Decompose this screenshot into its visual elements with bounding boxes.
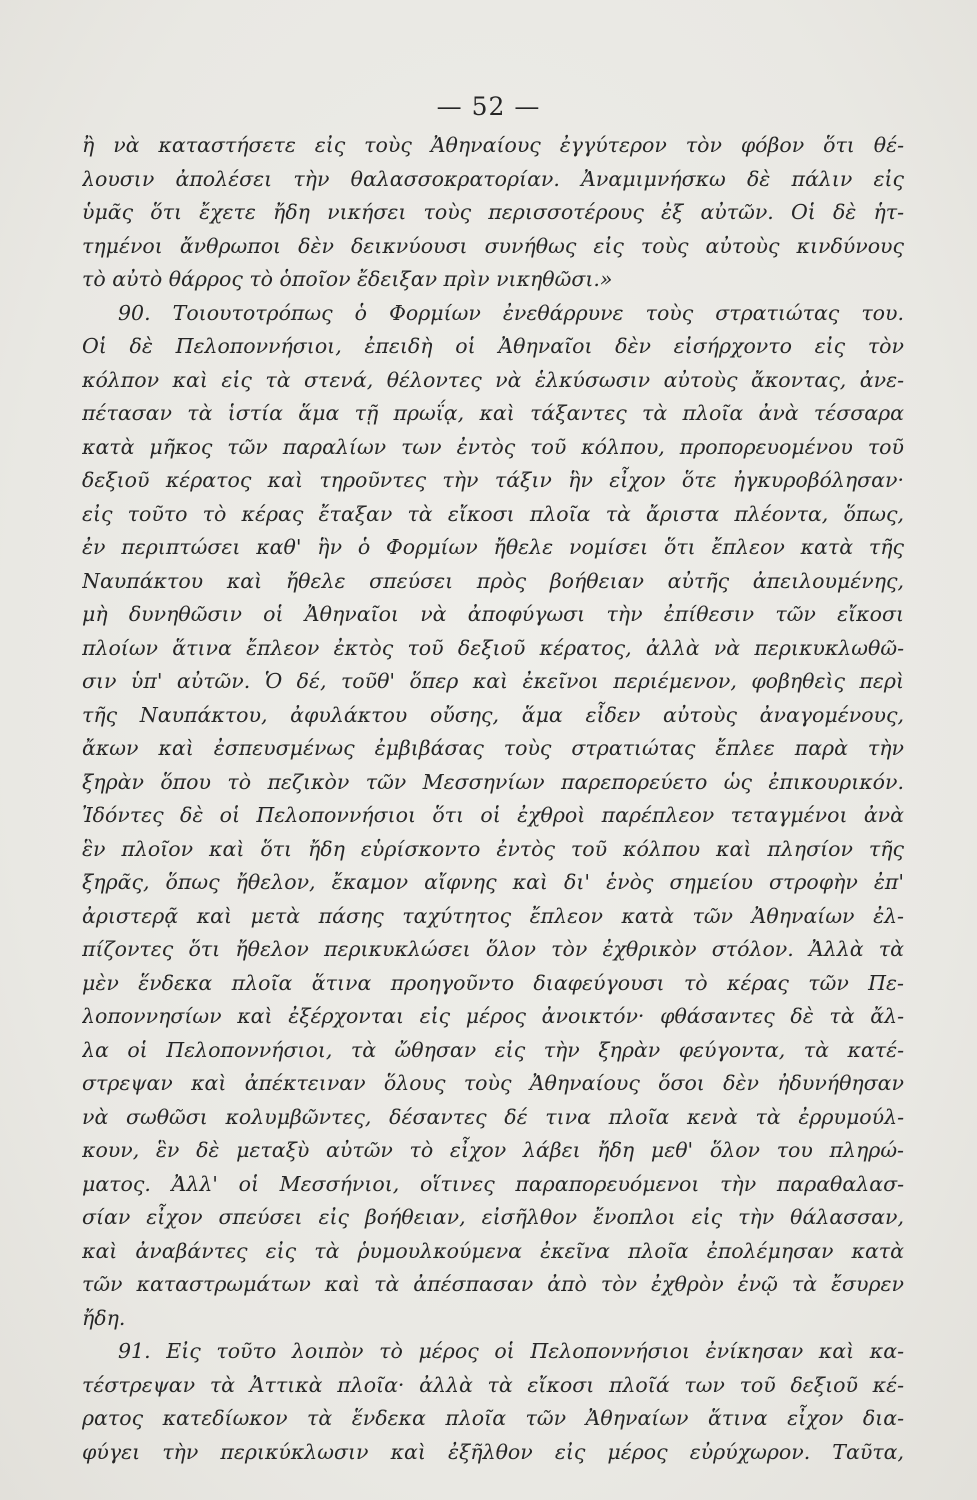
text-line: τῆς Ναυπάκτου, ἀφυλάκτου οὔσης, ἅμα εἶδεν αὐτοὺς ἀναγομένους, [82, 702, 904, 727]
text-line: στρεψαν καὶ ἀπέκτειναν ὅλους τοὺς Ἀθηναίους ὅσοι δὲν ἠδυνήθησαν [82, 1071, 904, 1095]
text-line: τέστρεψαν τὰ Ἀττικὰ πλοῖα· ἀλλὰ τὰ εἴκοσι πλοῖά των τοῦ δεξιοῦ κέ- [82, 1372, 904, 1397]
text-line: 90. Τοιουτοτρόπως ὁ Φορμίων ἐνεθάρρυνε τοὺς στρατιώτας του. [118, 300, 904, 325]
text-line: λοποννησίων καὶ ἐξέρχονται εἰς μέρος ἀνοικτόν· φθάσαντες δὲ τὰ ἄλ- [82, 1004, 904, 1028]
text-line: ματος. Ἀλλ' οἱ Μεσσήνιοι, οἵτινες παραπορευόμενοι τὴν παραθαλασ- [82, 1171, 904, 1196]
text-line: μὲν ἕνδεκα πλοῖα ἅτινα προηγοῦντο διαφεύγουσι τὸ κέρας τῶν Πε- [82, 970, 904, 995]
text-line: Ναυπάκτου καὶ ἤθελε σπεύσει πρὸς βοήθειαν αὐτῆς ἀπειλουμένης, [82, 568, 904, 593]
text-line: 91. Εἰς τοῦτο λοιπὸν τὸ μέρος οἱ Πελοποννήσιοι ἐνίκησαν καὶ κα- [118, 1339, 904, 1363]
text-line: ὑμᾶς ὅτι ἔχετε ἤδη νικήσει τοὺς περισσοτέρους ἐξ αὐτῶν. Οἱ δὲ ἡτ- [82, 200, 904, 224]
text-line: ἄκων καὶ ἐσπευσμένως ἐμβιβάσας τοὺς στρατιώτας ἔπλεε παρὰ τὴν [82, 736, 904, 760]
body-text [82, 129, 904, 1469]
text-line: πίζοντες ὅτι ἤθελον περικυκλώσει ὅλον τὸν ἐχθρικὸν στόλον. Ἀλλὰ τὰ [82, 937, 904, 961]
text-line: λουσιν ἀπολέσει τὴν θαλασσοκρατορίαν. Ἀναμιμνήσκω δὲ πάλιν εἰς [82, 166, 904, 191]
text-line: κατὰ μῆκος τῶν παραλίων των ἐντὸς τοῦ κόλπου, προπορευομένου τοῦ [82, 434, 904, 459]
text-line: ἓν πλοῖον καὶ ὅτι ἤδη εὑρίσκοντο ἐντὸς τοῦ κόλπου καὶ πλησίον τῆς [82, 836, 904, 861]
text-line: λα οἱ Πελοποννήσιοι, τὰ ὤθησαν εἰς τὴν ξηρὰν φεύγοντα, τὰ κατέ- [82, 1037, 904, 1062]
text-line: ἀριστερᾷ καὶ μετὰ πάσης ταχύτητος ἔπλεον κατὰ τῶν Ἀθηναίων ἐλ- [82, 903, 904, 928]
text-line: μὴ δυνηθῶσιν οἱ Ἀθηναῖοι νὰ ἀποφύγωσι τὴν ἐπίθεσιν τῶν εἴκοσι [82, 602, 904, 626]
text-line: ἢ νὰ καταστήσετε εἰς τοὺς Ἀθηναίους ἐγγύτερον τὸν φόβον ὅτι θέ- [82, 133, 904, 157]
text-line: ἐν περιπτώσει καθ' ἣν ὁ Φορμίων ἤθελε νομίσει ὅτι ἔπλεον κατὰ τῆς [82, 535, 904, 559]
text-line: ξηρὰν ὅπου τὸ πεζικὸν τῶν Μεσσηνίων παρεπορεύετο ὡς ἐπικουρικόν. [82, 769, 904, 794]
text-line: νὰ σωθῶσι κολυμβῶντες, δέσαντες δέ τινα πλοῖα κενὰ τὰ ἐρρυμούλ- [82, 1104, 904, 1129]
text-line: εἰς τοῦτο τὸ κέρας ἔταξαν τὰ εἴκοσι πλοῖα τὰ ἄριστα πλέοντα, ὅπως, [82, 501, 904, 526]
text-line: ρατος κατεδίωκον τὰ ἕνδεκα πλοῖα τῶν Ἀθηναίων ἅτινα εἶχον δια- [82, 1406, 904, 1430]
text-line: τημένοι ἄνθρωποι δὲν δεικνύουσι συνήθως εἰς τοὺς αὐτοὺς κινδύνους [82, 233, 904, 258]
text-line: πλοίων ἅτινα ἔπλεον ἐκτὸς τοῦ δεξιοῦ κέρατος, ἀλλὰ νὰ περικυκλωθῶ- [82, 635, 904, 660]
text-line: ἤδη. [82, 1305, 126, 1330]
text-line: δεξιοῦ κέρατος καὶ τηροῦντες τὴν τάξιν ἣν εἶχον ὅτε ἠγκυροβόλησαν· [82, 468, 904, 492]
text-line: σιν ὑπ' αὐτῶν. Ὁ δέ, τοῦθ' ὅπερ καὶ ἐκεῖνοι περιέμενον, φοβηθεὶς περὶ [82, 669, 904, 693]
text-line: φύγει τὴν περικύκλωσιν καὶ ἐξῆλθον εἰς μέρος εὐρύχωρον. Ταῦτα, [82, 1439, 904, 1464]
text-line: ξηρᾶς, ὅπως ἤθελον, ἔκαμον αἴφνης καὶ δι' ἑνὸς σημείου στροφὴν ἐπ' [82, 870, 904, 894]
text-line: τῶν καταστρωμάτων καὶ τὰ ἀπέσπασαν ἀπὸ τὸν ἐχθρὸν ἐνῷ τὰ ἔσυρεν [82, 1272, 904, 1296]
text-line: κόλπον καὶ εἰς τὰ στενά, θέλοντες νὰ ἑλκύσωσιν αὐτοὺς ἄκοντας, ἀνε- [82, 367, 904, 392]
text-line: Οἱ δὲ Πελοποννήσιοι, ἐπειδὴ οἱ Ἀθηναῖοι δὲν εἰσήρχοντο εἰς τὸν [82, 334, 904, 358]
text-line: τὸ αὐτὸ θάρρος τὸ ὁποῖον ἔδειξαν πρὶν νικηθῶσι.» [82, 267, 613, 291]
text-line: Ἰδόντες δὲ οἱ Πελοποννήσιοι ὅτι οἱ ἐχθροὶ παρέπλεον τεταγμένοι ἀνὰ [82, 803, 904, 827]
text-line: πέτασαν τὰ ἱστία ἅμα τῇ πρωΐᾳ, καὶ τάξαντες τὰ πλοῖα ἀνὰ τέσσαρα [82, 401, 904, 425]
text-line: σίαν εἶχον σπεύσει εἰς βοήθειαν, εἰσῆλθον ἔνοπλοι εἰς τὴν θάλασσαν, [82, 1205, 904, 1229]
text-line: κουν, ἓν δὲ μεταξὺ αὐτῶν τὸ εἶχον λάβει ἤδη μεθ' ὅλον του πληρώ- [82, 1138, 904, 1162]
page-number: — 52 — [436, 92, 541, 121]
text-line: καὶ ἀναβάντες εἰς τὰ ῥυμουλκούμενα ἐκεῖνα πλοῖα ἐπολέμησαν κατὰ [82, 1238, 904, 1263]
